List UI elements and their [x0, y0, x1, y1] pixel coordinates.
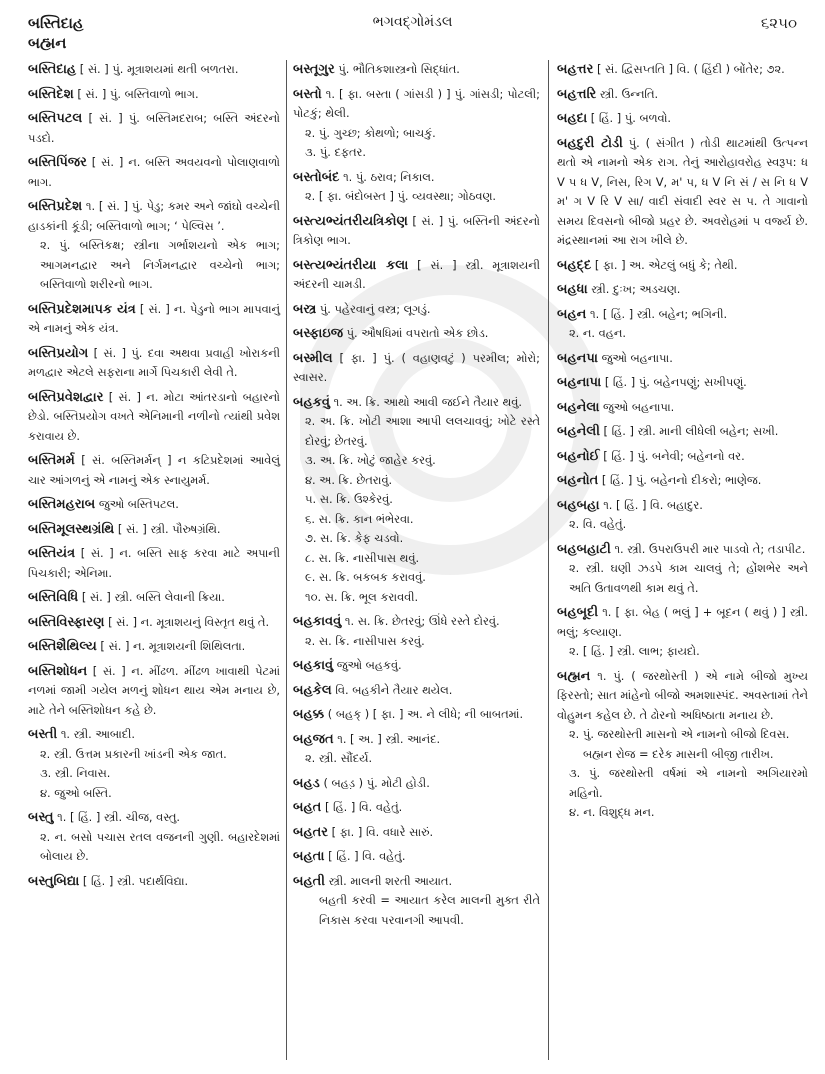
definition-sense: સ્ત્રી. દુઃખ; અડચણ. — [591, 282, 681, 296]
page-number: ૬૨૫૦ — [760, 14, 797, 32]
dictionary-entry — [557, 422, 808, 442]
definition-sense: ૧. [ હિં. ] વિ. બહાદુર. — [603, 497, 703, 512]
definition-sense: [ સં. ] પું. બસ્તિની અંદરનો ત્રિકોણ ભાગ. — [293, 213, 541, 247]
definition-sense: [ સં. ] ન. પેડુનો ભાગ માપવાનું એ નામનું એક યંત્ર. — [28, 301, 280, 335]
definition-sense: ૨. ન. બસો પચાસ રતલ વજનની ગુણી. બહારદેશમાં બોલાય છે. — [40, 829, 280, 863]
headword: બહન — [557, 306, 587, 322]
definition-sense: [ સં. ] સ્ત્રી. મૂત્રાશયની અંદરની ચામડી. — [293, 257, 541, 291]
headword: બહનાપા — [557, 375, 602, 390]
definition-sense: ૧. [ ફા. બેહ ( ભલું ] + બૂદન ( થવું ) ] સ્ત્રી. ભલું; કલ્યાણ. — [557, 605, 808, 639]
headword: બસ્તિમર્મ — [28, 453, 75, 468]
headword: બસ્તિયંત્ર — [28, 546, 76, 561]
definition-sense: ૧. [ હિં. ] સ્ત્રી. બહેન; ભગિની. — [590, 306, 728, 321]
definition-sense: જુઓ બહનાપા. — [603, 399, 675, 414]
dictionary-entry — [293, 705, 540, 725]
definition-sense: ૩. પું. જરથોસ્તી વર્ષમાં એ નામનો અગિયારમો મહિનો. — [569, 766, 808, 800]
dictionary-entry — [28, 872, 280, 892]
definition-sense: [ હિં. ] સ્ત્રી. માની લીધેલી બહેન; સખી. — [603, 424, 779, 438]
definition-sense: પું. પહેરવાનું વસ્ત્ર; લૂગડું. — [319, 301, 431, 316]
definition-sense: [ સં. ] ન. મૂત્રાશયનું વિસ્તૃત થવું તે. — [108, 614, 270, 629]
definition-sense: ૨. ન. વહન. — [569, 326, 626, 340]
headword: બહદુરી ટોડી — [557, 135, 623, 151]
headword: બસ્તોબંદ — [293, 169, 340, 185]
column-2 — [286, 60, 548, 1060]
definition-sense: જુઓ બહનાપા. — [601, 350, 673, 365]
headword: બસ્ત્યભ્યંતરીયત્રિકોણ — [293, 213, 408, 229]
definition-sense: ૧. સ્ત્રી. આબાદી. — [60, 727, 136, 741]
dictionary-entry — [293, 612, 540, 651]
definition-sense: પું. ભૌતિકશાસ્ત્રનો સિદ્ધાંત. — [338, 62, 460, 76]
dictionary-entry — [28, 85, 280, 105]
headword: બહનેલા — [557, 399, 600, 415]
dictionary-entry — [557, 603, 808, 662]
headword: બહત્તર — [557, 62, 594, 77]
dictionary-entry — [557, 471, 808, 491]
dictionary-entry — [28, 725, 280, 803]
headword: બસ્તિશૈથિલ્ય — [28, 639, 97, 654]
headword: બસ્તૂગુર — [293, 62, 335, 77]
headword: બસ્ત્ર — [293, 301, 317, 317]
definition-sense: ૧. પું. ( જરથોસ્તી ) એ નામે બીજો મુખ્ય ફિરસ્તો; સાત માંહેનો બીજો અમશાસ્પંદ. અવસ્તામાં તેને વોહુમન કહેલ છે. તે ઢોરનો અધિષ્ઠાતા મનાય છે. — [557, 668, 808, 722]
dictionary-entry — [293, 681, 540, 701]
dictionary-entry — [293, 730, 540, 769]
dictionary-entry — [293, 300, 540, 320]
dictionary-entry — [293, 60, 540, 80]
dictionary-entry — [28, 197, 280, 295]
dictionary-entry — [28, 300, 280, 339]
definition-sense: ૧. [ અ. ] સ્ત્રી. આનંદ. — [337, 731, 441, 746]
headword: બહકાવું — [293, 658, 334, 673]
dictionary-entry — [293, 656, 540, 676]
definition-sense: ૨. પું. જરથોસ્તી માસનો એ નામનો બીજો દિવસ. — [569, 727, 790, 741]
headword: બહનોઈ — [557, 448, 600, 464]
dictionary-entry — [293, 349, 540, 388]
dictionary-entry — [293, 847, 540, 867]
dictionary-entry — [293, 256, 540, 295]
dictionary-entry — [557, 667, 808, 823]
definition-sense: [ સં. ] ન. બસ્તિ અવયવનો પોલાણવાળો ભાગ. — [28, 155, 281, 189]
headword: બહકેલ — [293, 682, 332, 698]
headword: બસ્તિશોધન — [28, 663, 88, 679]
definition-sense: ૧. [ હિં. ] સ્ત્રી. ચીજ, વસ્તુ. — [57, 810, 181, 824]
dictionary-entry — [28, 344, 280, 383]
definition-sense: ૧. સ્ત્રી. ઉપરાઉપરી માર પાડવો તે; તડાપીટ. — [614, 541, 806, 556]
headword: બસ્તિપ્રદેશમાપક યંત્ર — [28, 301, 136, 317]
headword: બહતી — [293, 873, 326, 889]
definition-sense: ૩. સ્ત્રી. નિવાસ. — [40, 766, 111, 780]
definition-sense: [ સં. ] ન. મીંઢળ. મીંઢળ ખાવાથી પેટમાં નળમાં જામી ગયેલ મળનું શોધન થાય એમ મનાય છે, માટે તેને બસ્તિશોધન કહે છે. — [28, 663, 280, 717]
dictionary-entry — [557, 256, 808, 276]
dictionary-entry — [557, 373, 808, 393]
guide-word-last: બહ્મન — [28, 34, 67, 52]
definition-sense: [ સં. દ્વિસપ્તતિ ] વિ. ( હિંદી ) બોંતેર; ૭૨. — [596, 62, 785, 76]
dictionary-entry — [293, 85, 540, 163]
dictionary-columns — [28, 60, 808, 1060]
definition-sense: ૧. [ સં. ] પું. પેડુ; કમર અને જાંઘો વચ્ચેની હાડકાંની કૂંડી; બસ્તિવાળો ભાગ; ‘ પેલ્વિસ ’. — [28, 199, 280, 233]
definition-sense: ૧. [ ફા. બસ્તા ( ગાંસડી ) ] પું. ગાંસડી; પોટલી; પોટકું; થેલી. — [293, 86, 540, 120]
headword: બસ્તિવિસ્ફારણ — [28, 614, 105, 630]
headword: બહદ્દ — [557, 257, 592, 273]
definition-sense: [ સં. ] સ્ત્રી. બસ્તિ લેવાની ક્રિયા. — [81, 590, 225, 604]
headword: બસ્તિપ્રયોગ — [28, 345, 89, 361]
headword: બસ્તી — [28, 727, 58, 742]
headword: બહદા — [557, 111, 588, 126]
definition-sense: [ સં. ] પું. દવા અથવા પ્રવાહી ખોરાકની મળદ્વાર એટલે સફરાના માર્ગે પિચકારી લેવી તે. — [28, 345, 280, 379]
dictionary-entry — [557, 305, 808, 344]
dictionary-entry — [28, 544, 280, 583]
definition-sense: સ્ત્રી. ઉન્નતિ. — [599, 86, 659, 101]
dictionary-entry — [28, 588, 280, 608]
definition-sense: [ ફા. ] વિ. વધારે સારું. — [331, 824, 434, 839]
definition-sense: ૫. સ. ક્રિ. ઉશ્કેરવું. — [305, 492, 393, 506]
definition-sense: સ્ત્રી. માલની શરતી આયાત. — [328, 873, 453, 888]
running-title: ભગવદ્ગોમંડલ — [372, 14, 453, 30]
definition-sense: ૧. સ. ક્રિ. છેતરવું; ઊંધે રસ્તે દોરવું. — [344, 614, 500, 628]
definition-sense: [ હિં. ] સ્ત્રી. પદાર્થવિદ્યા. — [82, 873, 189, 888]
definition-sense: [ હિં. ] પું. બહેનનો દીકરો; ભાણેજ. — [601, 473, 762, 487]
headword: બસ્તિપિંજર — [28, 155, 87, 170]
dictionary-entry — [557, 85, 808, 105]
headword: બહક્ક — [293, 707, 325, 722]
dictionary-entry — [28, 60, 280, 80]
dictionary-entry — [557, 447, 808, 467]
dictionary-entry — [557, 349, 808, 369]
headword: બસ્ત્યભ્યંતરીયા કલા — [293, 257, 409, 273]
definition-sense: ૨. [ ફા. બંદોબસ્ત ] પું. વ્યવસ્થા; ગોઠવણ. — [305, 189, 497, 203]
column-1 — [28, 60, 286, 1060]
headword: બહબહાટી — [557, 541, 611, 557]
definition-sense: [ સં. ] ન. બસ્તિ સાફ કરવા માટે અપાની પિચકારી; એનિમા. — [28, 546, 281, 580]
definition-sense: [ સં. ] પું. બસ્તિમદરાબ; બસ્તિ અંદરનો પડદો. — [28, 111, 280, 145]
headword: બહનપા — [557, 350, 598, 366]
definition-sense: ૨. સ્ત્રી. ઘણી ઝડપે કામ ચાલવું તે; હોંશભેર અને અતિ ઉતાવળથી કામ થવું તે. — [569, 561, 808, 595]
definition-sense: ૨. અ. ક્રિ. ખોટી આશા આપી લલચાવવું; ખોટે રસ્તે દોરવું; છેતરવું. — [305, 414, 540, 448]
headword: બહનોત — [557, 473, 599, 488]
headword: બસ્તિદેશ — [28, 86, 74, 102]
column-3 — [548, 60, 808, 1060]
headword: બહજત — [293, 731, 334, 747]
usage-note: બહતી કરવી = આયાત કરેલ માલની મુક્ત રીતે નિકાસ કરવા પરવાનગી આપવી. — [319, 893, 540, 927]
dictionary-entry — [293, 212, 540, 251]
definition-sense: ૪. જુઓ બસ્તિ. — [40, 785, 112, 800]
definition-sense: [ ફા. ] અ. એટલું બધું કે; તેથી. — [594, 257, 738, 272]
definition-sense: જુઓ બહકવું. — [336, 658, 402, 672]
definition-sense: [ સં. બસ્તિમર્મન્ ] ન કટિપ્રદેશમાં આવેલું ચાર આંગળનું એ નામનું એક સ્નાયુમર્મ. — [28, 453, 280, 487]
headword: બહડ — [293, 775, 320, 791]
headword: બસ્તુબિદ્યા — [28, 873, 80, 889]
dictionary-entry — [28, 613, 280, 633]
headword: બહબૂદી — [557, 605, 599, 620]
headword: બસ્તિવિધિ — [28, 590, 79, 605]
dictionary-entry — [557, 60, 808, 80]
dictionary-entry — [293, 872, 540, 931]
headword: બહધા — [557, 282, 588, 297]
headword: બહકાવવું — [293, 614, 342, 629]
headword: બહત્તરિ — [557, 86, 597, 102]
definition-sense: [ હિં. ] પું. બહેનપણું; સખીપણું. — [604, 375, 747, 389]
definition-sense: [ સં. ] સ્ત્રી. પૌરુષગ્રંથિ. — [117, 521, 221, 536]
definition-sense: ૨. સ. ક્રિ. નાસીપાસ કરવું. — [305, 633, 425, 648]
definition-sense: ૧. અ. ક્રિ. આથો આવી જઈને તૈયાર થવું. — [333, 394, 523, 409]
definition-sense: ૮. સ. ક્રિ. નાસીપાસ થવું. — [305, 550, 420, 565]
headword: બસ્તિમૂલસ્થગ્રંથિ — [28, 521, 115, 537]
definition-sense: [ ફા. ] પું. ( વહાણવટું ) પરમીલ; મોરો; સ્વાસર. — [293, 350, 540, 384]
definition-sense: ૨. પું. બસ્તિકક્ષ; સ્ત્રીના ગર્ભાશયનો એક ભાગ; આગમનદ્વાર અને નિર્ગમનદ્વાર વચ્ચેનો ભાગ; બસ્તિવાળો શરીરનો ભાગ. — [40, 238, 280, 291]
dictionary-entry — [557, 496, 808, 535]
usage-note: બહ્મન રોજ = દરેક માસની બીજી તારીખ. — [583, 746, 774, 761]
headword: બસ્તિપટલ — [28, 111, 83, 126]
definition-sense: ૨. સ્ત્રી. ઉત્તમ પ્રકારની ખાંડની એક જાત. — [40, 746, 227, 761]
dictionary-entry — [28, 808, 280, 867]
dictionary-entry — [293, 823, 540, 843]
headword: બસ્તિમહરાબ — [28, 497, 96, 512]
definition-sense: ૨. વિ. વહેતું. — [569, 517, 627, 531]
headword: બસ્તુ — [28, 810, 54, 825]
definition-sense: [ સં. ] ન. મોટા આંતરડાનો બહારનો છેડો. બસ્તિપ્રયોગ વખતે એનિમાની નળીનો ત્યાંથી પ્રવેશ કરાવાય છે. — [28, 389, 280, 443]
definition-sense: ૪. અ. ક્રિ. છેતરાવું. — [305, 472, 393, 487]
dictionary-entry — [28, 153, 280, 192]
headword: બસ્ફાઇજ — [293, 326, 343, 341]
headword: બહતર — [293, 824, 329, 840]
headword: બસ્તિદાહ — [28, 62, 77, 77]
definition-sense: ૬. સ. ક્રિ. કાન ભંભેરવા. — [305, 511, 414, 526]
dictionary-entry — [293, 324, 540, 344]
dictionary-entry — [293, 798, 540, 818]
definition-sense: [ સં. ] પું. બસ્તિવાળો ભાગ. — [77, 86, 199, 101]
headword: બહનેલી — [557, 424, 600, 439]
dictionary-entry — [557, 540, 808, 599]
dictionary-entry — [28, 451, 280, 490]
headword: બહત — [293, 800, 322, 815]
definition-sense: [ સં. ] ન. મૂત્રાશયની શિથિલતા. — [100, 639, 246, 653]
definition-sense: પું. ( સંગીત ) તોડી થાટમાંથી ઉત્પન્ન થતો એ નામનો એક રાગ. તેનું આરોહાવરોહ સ્વરૂપ: ધ V પ ધ V, નિસ, રિગ V, મ' પ, ધ V નિ સં / સ નિ ધ V મ' ગ V રિ V સા/ વાદી સંવાદી સ્વર સ પ. તે ગાવાનો સમય દિવસનો બીજો પ્રહર છે. અવરોહમાં પ વર્જ્ય છે. મંદ્રસ્થાનમાં આ રાગ ખીલે છે. — [557, 135, 808, 247]
definition-sense: [ હિં. ] વિ. વહેતું. — [328, 849, 406, 863]
definition-sense: ૧૦. સ. ક્રિ. ભૂલ કરાવવી. — [305, 589, 419, 604]
definition-sense: ૯. સ. ક્રિ. બકબક કરાવવું. — [305, 570, 426, 584]
definition-sense: ૩. પું. દફતર. — [305, 145, 367, 159]
definition-sense: ૨. [ હિં. ] સ્ત્રી. લાભ; ફાયદો. — [569, 644, 700, 658]
dictionary-entry — [28, 109, 280, 148]
headword: બસ્તિપ્રદેશ — [28, 199, 83, 214]
definition-sense: ( બહક્ ) [ ફા. ] અ. ને લીધે; ની બાબતમાં. — [327, 707, 524, 721]
definition-sense: [ હિં. ] પું. બનેવી; બહેનનો વર. — [603, 448, 745, 463]
dictionary-entry — [28, 495, 280, 515]
definition-sense: ૨. પું. ગુચ્છ; કોથળો; બાચકું. — [305, 125, 436, 140]
definition-sense: [ હિં. ] પું. બળવો. — [590, 111, 672, 125]
dictionary-entry — [557, 398, 808, 418]
headword: બહબહા — [557, 497, 600, 513]
dictionary-entry — [293, 774, 540, 794]
headword: બસ્તિપ્રવેશદ્વાર — [28, 389, 104, 405]
definition-sense: ૧. પું. ઠરાવ; નિકાલ. — [343, 169, 435, 184]
headword: બહતા — [293, 849, 325, 864]
definition-sense: પું. ઔષધિમાં વપરાતો એક છોડ. — [346, 326, 489, 340]
dictionary-entry — [557, 109, 808, 129]
headword: બસ્તો — [293, 86, 322, 102]
definition-sense: ૪. ન. વિશુદ્ધ મન. — [569, 805, 655, 819]
headword: બહકવું — [293, 394, 330, 410]
definition-sense: વિ. બહકીને તૈયાર થયેલ. — [335, 682, 453, 697]
dictionary-entry — [28, 662, 280, 721]
dictionary-entry — [557, 134, 808, 251]
dictionary-entry — [28, 388, 280, 447]
dictionary-entry — [28, 520, 280, 540]
dictionary-entry — [293, 393, 540, 608]
definition-sense: ૩. અ. ક્રિ. ખોટું જાહેર કરવું. — [305, 453, 436, 467]
definition-sense: ૨. સ્ત્રી. સૌંદર્ય. — [305, 751, 373, 765]
headword: બસ્મીલ — [293, 350, 333, 366]
headword: બહ્મન — [557, 668, 591, 684]
definition-sense: જુઓ બસ્તિપટલ. — [98, 497, 179, 511]
dictionary-entry — [293, 168, 540, 207]
page-header — [28, 14, 797, 54]
dictionary-entry — [28, 637, 280, 657]
definition-sense: ( બહડ઼ ) પું. મોટી હોડી. — [323, 775, 430, 790]
definition-sense: ૭. સ. ક્રિ. કેફ ચડવો. — [305, 531, 404, 545]
guide-word-first: બસ્તિદાહ — [28, 14, 84, 32]
dictionary-entry — [557, 280, 808, 300]
definition-sense: [ સં. ] પું. મૂત્રાશયમાં થતી બળતરા. — [79, 62, 239, 76]
definition-sense: [ હિં. ] વિ. વહેતું. — [324, 800, 403, 814]
